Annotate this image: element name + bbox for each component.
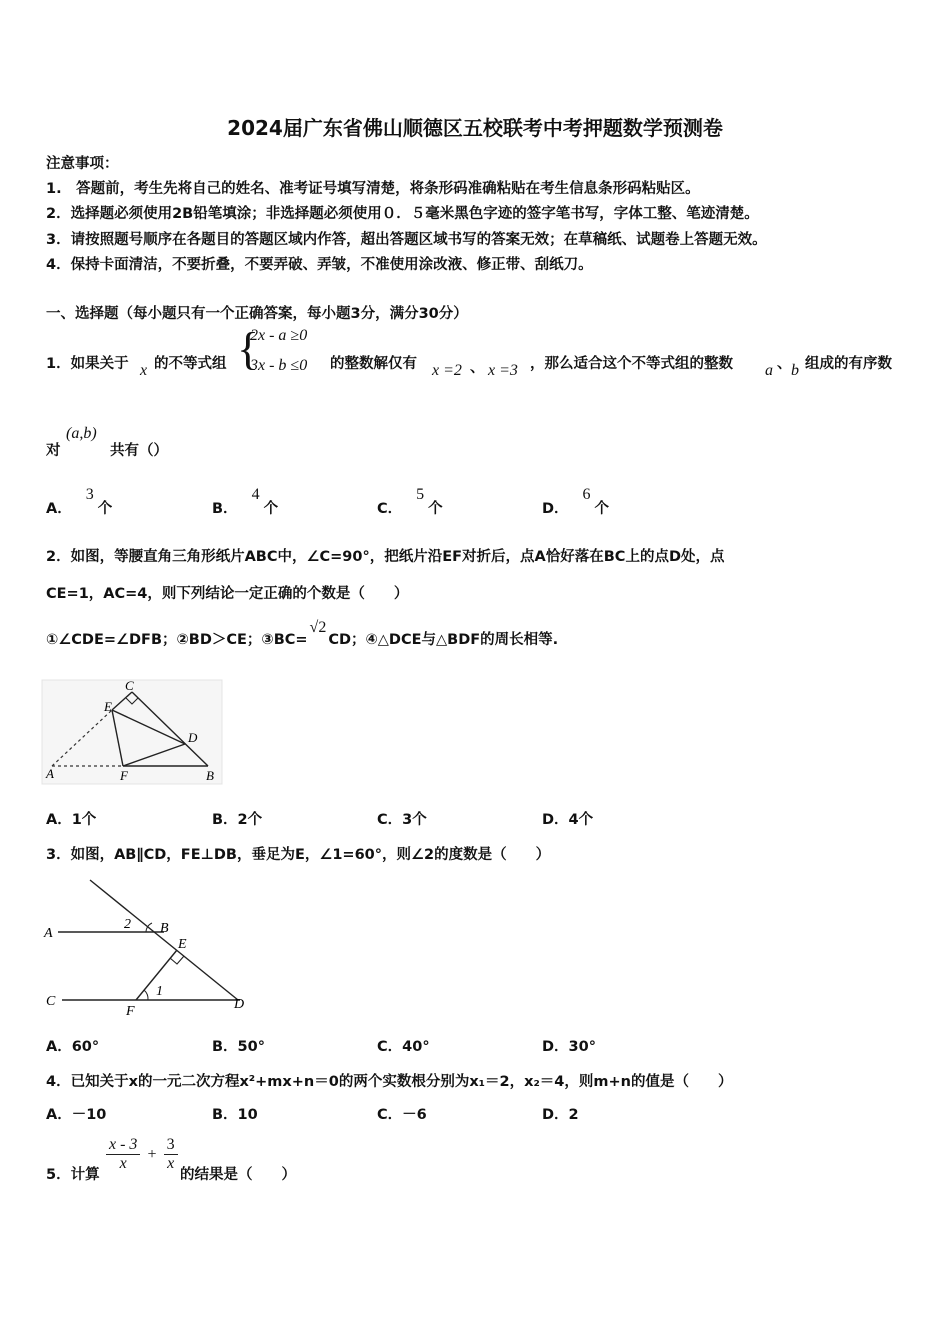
q3-label-e: E — [178, 937, 187, 952]
q3-line-1: 3．如图，AB∥CD，FE⊥DB，垂足为E，∠1=60°，则∠2的度数是（ ） — [46, 847, 551, 863]
q2-line-2: CE=1，AC=4，则下列结论一定正确的个数是（ ） — [46, 586, 409, 602]
q5-fraction-2 — [164, 1136, 178, 1173]
q1-text-5: 组成的有序数 — [805, 356, 892, 372]
q2-figure — [40, 678, 225, 788]
section-heading: 一、选择题（每小题只有一个正确答案，每小题3分，满分30分） — [46, 306, 468, 322]
q3-label-angle-2: 2 — [124, 917, 131, 932]
q2-label-f: F — [120, 768, 128, 783]
q2-sqrt: √2 — [309, 619, 327, 636]
q3-option-c[interactable]: C．40° — [377, 1039, 430, 1055]
q4-option-c[interactable]: C．－6 — [377, 1107, 427, 1123]
q1-var-x: x — [140, 362, 148, 379]
q1-brace: { — [237, 323, 260, 374]
q1-var-a: a — [765, 362, 773, 379]
q2-option-c[interactable]: C．3个 — [377, 812, 427, 828]
q5-fraction-2-numerator: 3 — [164, 1136, 178, 1155]
q1-text-2: 的不等式组 — [154, 356, 227, 372]
q1-option-c-value: 5 — [416, 486, 425, 503]
q1-inequality-1: 2x - a ≥0 — [250, 327, 308, 344]
q2-label-b: B — [206, 768, 214, 783]
q1-option-a-unit: 个 — [97, 501, 113, 517]
q4-option-b[interactable]: B．10 — [212, 1107, 258, 1123]
q1-option-d-label: D． — [542, 501, 569, 517]
q1-text-1: 1．如果关于 — [46, 356, 129, 372]
notice-item-2: 2．选择题必须使用2B铅笔填涂；非选择题必须使用０．５毫米黑色字迹的签字笔书写，字体工整、笔迹清楚。 — [46, 206, 759, 222]
q1-option-c[interactable] — [377, 486, 443, 518]
q1-option-a[interactable] — [46, 486, 113, 518]
q3-option-a[interactable]: A．60° — [46, 1039, 100, 1055]
q3-label-b: B — [160, 921, 169, 936]
notice-heading: 注意事项： — [46, 156, 119, 172]
q2-line-3a: ①∠CDE=∠DFB；②BD＞CE；③BC= — [46, 632, 308, 648]
q1-text-4: ，那么适合这个不等式组的整数 — [530, 356, 733, 372]
q3-line-db — [90, 880, 238, 1000]
q3-label-angle-1: 1 — [156, 984, 163, 999]
q1-solution-1: x =2 — [432, 362, 462, 379]
q1-option-d-unit: 个 — [594, 501, 610, 517]
q1-text-6: 对 — [46, 443, 61, 459]
q3-right-angle-mark — [170, 956, 184, 964]
q5-fraction-1-denominator: x — [119, 1155, 127, 1172]
q4-line-1: 4．已知关于x的一元二次方程x²+mx+n＝0的两个实数根分别为x₁＝2，x₂＝4，则m+n的值是（ ） — [46, 1074, 733, 1090]
q2-line-1: 2．如图，等腰直角三角形纸片ABC中，∠C=90°，把纸片沿EF对折后，点A恰好落在BC上的点D处，点 — [46, 549, 725, 565]
q2-label-e: E — [104, 699, 112, 714]
q1-option-a-label: A． — [46, 501, 72, 517]
q5-fraction-2-denominator: x — [167, 1155, 175, 1172]
q3-angle-1-arc — [144, 990, 148, 1000]
q1-text-7: 共有（） — [110, 443, 168, 459]
q1-sep: 、 — [470, 360, 485, 376]
q3-label-f: F — [126, 1004, 135, 1018]
q1-option-c-label: C． — [377, 501, 403, 517]
q4-option-a[interactable]: A．－10 — [46, 1107, 107, 1123]
q1-option-b-unit: 个 — [263, 501, 279, 517]
q3-label-c: C — [46, 994, 56, 1009]
q1-option-b-value: 4 — [251, 486, 260, 503]
q1-text-3: 的整数解仅有 — [330, 356, 417, 372]
q2-line-3b: CD；④△DCE与△BDF的周长相等. — [328, 632, 559, 648]
q3-label-d: D — [234, 997, 245, 1012]
q5-fraction-1-numerator: x - 3 — [106, 1136, 140, 1155]
notice-item-1: 1. 答题前，考生先将自己的姓名、准考证号填写清楚，将条形码准确粘贴在考生信息条形码粘贴区。 — [46, 181, 700, 197]
q2-label-c: C — [125, 678, 134, 693]
q1-option-a-value: 3 — [85, 486, 94, 503]
q1-option-d[interactable] — [542, 486, 610, 518]
q5-fraction-1 — [106, 1136, 140, 1173]
q1-option-d-value: 6 — [582, 486, 591, 503]
q1-pair: (a,b) — [66, 425, 97, 442]
q3-option-b[interactable]: B．50° — [212, 1039, 265, 1055]
q2-label-a: A — [46, 766, 54, 781]
page-title: 2024届广东省佛山顺德区五校联考中考押题数学预测卷 — [227, 116, 723, 140]
q2-line-3 — [46, 619, 559, 649]
q1-option-b-label: B． — [212, 501, 238, 517]
q5-text-1: 5．计算 — [46, 1167, 100, 1183]
q4-option-d[interactable]: D．2 — [542, 1107, 579, 1123]
q1-option-b[interactable] — [212, 486, 279, 518]
q5-expression — [106, 1136, 178, 1173]
q5-text-2: 的结果是（ ） — [180, 1167, 296, 1183]
q2-option-d[interactable]: D．4个 — [542, 812, 594, 828]
q3-figure — [40, 872, 255, 1018]
q1-var-b: b — [791, 362, 799, 379]
q2-label-d: D — [188, 730, 198, 745]
q2-option-a[interactable]: A．1个 — [46, 812, 97, 828]
q2-option-b[interactable]: B．2个 — [212, 812, 263, 828]
q1-solution-2: x =3 — [488, 362, 518, 379]
q1-option-c-unit: 个 — [428, 501, 443, 517]
notice-item-3: 3．请按照题号顺序在各题目的答题区域内作答，超出答题区域书写的答案无效；在草稿纸、试题卷上答题无效。 — [46, 232, 767, 248]
q5-plus: + — [147, 1145, 157, 1163]
q1-sep-2: 、 — [777, 356, 792, 372]
q1-inequality-2: 3x - b ≤0 — [250, 357, 308, 374]
q3-label-a: A — [44, 926, 53, 941]
notice-item-4: 4．保持卡面清洁，不要折叠，不要弄破、弄皱，不准使用涂改液、修正带、刮纸刀。 — [46, 257, 593, 273]
q3-option-d[interactable]: D．30° — [542, 1039, 596, 1055]
